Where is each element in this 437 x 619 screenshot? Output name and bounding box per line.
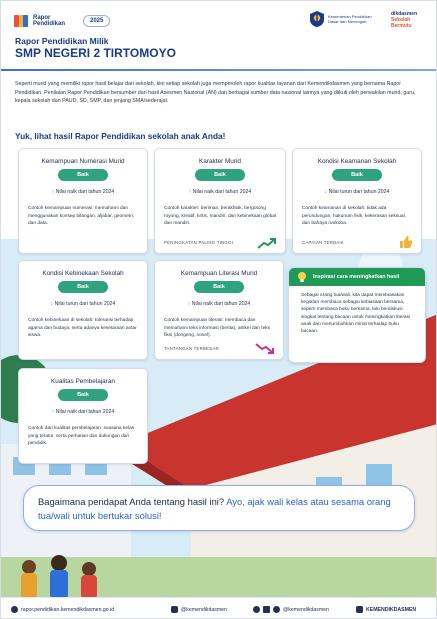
facebook-icon [253, 606, 260, 613]
card-title: Kondisi Keamanan Sekolah [317, 158, 397, 165]
status-badge: Baik [194, 281, 244, 293]
card-title: Kemampuan Numerasi Murid [41, 158, 125, 165]
feedback-question: Bagaimana pendapat Anda tentang hasil ini? [38, 496, 225, 507]
trend-up-icon: ↑ [187, 301, 191, 307]
card-description: Contoh kemampuan literasi: membaca dan memahami teks informasi (berita), artikel dan teks fiksi (dongeng, novel). [164, 318, 271, 339]
trend-text: ↑ Nilai naik dari tahun 2024 [188, 189, 252, 195]
feedback-banner [23, 485, 415, 531]
footer-instagram[interactable]: @kemendikdasmen [171, 606, 227, 613]
feedback-call-to-action: Ayo, ajak wali kelas atau sesama orang tua/wali untuk bertukar solusi! [38, 496, 391, 521]
brand-name: Rapor Pendidikan [33, 15, 66, 27]
card-keamanan [292, 148, 422, 254]
trend-up-icon: ↑ [51, 189, 55, 195]
youtube-icon [356, 606, 363, 613]
card-description: Contoh kebinekaan di sekolah: toleransi terhadap agama dan budaya, serta adanya kesetaraan antar siswa. [28, 318, 137, 339]
status-badge: Baik [58, 169, 108, 181]
trend-text: ↑ Nilai naik dari tahun 2024 [187, 301, 251, 307]
card-tag: PENINGKATAN PALING TINGGI [164, 240, 234, 245]
tagline-line-1: dikdasmen [391, 11, 418, 17]
school-name: SMP NEGERI 2 TIRTOMOYO [15, 46, 176, 60]
trend-down-graph-icon [255, 343, 275, 355]
header [13, 9, 427, 33]
card-title: Kondisi Kebinekaan Sekolah [42, 270, 124, 277]
card-title: Kualitas Pembelajaran [51, 378, 115, 385]
insight-body: Sebagai orang tua/wali, kita dapat membiasakan kegiatan membaca sebagai kebiasaan bersama, seperti membaca buku bersama, lalu berdiskusi singkat tentang bacaan untuk meningkatkan literasi anak dan menumbuhkan minat terhadap buku bacaan. [301, 293, 411, 335]
card-description: Contoh kemampuan numerasi: memahami dan menggunakan konsep bilangan, aljabar, geometri, dan data. [28, 206, 135, 227]
lightbulb-icon [296, 271, 308, 283]
status-badge: Baik [195, 169, 245, 181]
trend-text: ↑ Nilai naik dari tahun 2024 [51, 409, 115, 415]
tiktok-icon [273, 606, 280, 613]
brand [13, 13, 110, 29]
card-description: Contoh keamanan di sekolah: tidak ada perundungan, hukuman fisik, kekerasan seksual, dan bahaya narkoba. [302, 206, 406, 227]
card-description: Contoh dari kualitas pembelajaran: suasana kelas yang teratur, serta perhatian dan dukungan dari pendidik. [28, 426, 135, 447]
insight-title: Inspirasi cara meningkatkan hasil [289, 268, 425, 286]
card-pembelajaran [18, 368, 148, 464]
card-numerasi [18, 148, 148, 254]
status-badge: Baik [58, 389, 108, 401]
thumbs-up-icon [399, 235, 413, 249]
footer-youtube[interactable]: KEMENDIKDASMEN [356, 606, 416, 613]
intro-paragraph: Seperti murid yang memiliki rapor hasil belajar dari sekolah, kini setiap sekolah juga memperoleh rapor kualitas layanan dari Kemendikdasmen yang bernama Rapor Pendidikan. Penilaian Rapor Pendidikan bersumber dari hasil Asesmen Nasional (AN) dan berbagai sumber data nasional lainnya yang diikuti oleh perwakilan murid, guru, kepala sekolah dan PAUD, SD, SMP, dan jenjang SMA/sederajat. [15, 81, 416, 104]
year-badge: 2025 [83, 15, 110, 27]
trend-up-icon: ↑ [51, 409, 55, 415]
divider [1, 69, 437, 71]
card-kebinekaan [18, 260, 148, 360]
card-title: Kemampuan Literasi Murid [180, 270, 258, 277]
status-badge: Baik [58, 281, 108, 293]
card-tag: CAPAIAN TERBAIK [302, 240, 344, 245]
trend-up-graph-icon [257, 237, 277, 249]
card-literasi [154, 260, 284, 360]
trend-down-icon: ↓ [324, 189, 328, 195]
trend-text: ↓ Nilai turun dari tahun 2024 [50, 301, 116, 307]
globe-icon [11, 606, 18, 613]
card-title: Karakter Murid [199, 158, 241, 165]
instagram-icon [171, 606, 178, 613]
trend-text: ↓ Nilai turun dari tahun 2024 [324, 189, 390, 195]
rapor-logo-icon [13, 13, 29, 29]
card-karakter [154, 148, 286, 254]
footer-socials[interactable]: @kemendikdasmen [253, 606, 329, 613]
card-description: Contoh karakter: beriman, berakhlak, bergotong royong, kreatif, kritis, mandiri, dan kebinekaan global dan mandiri. [164, 206, 276, 227]
trend-down-icon: ↓ [50, 301, 54, 307]
trend-text: ↑ Nilai naik dari tahun 2024 [51, 189, 115, 195]
insight-panel [288, 267, 426, 363]
tagline-line-2: Sekolah Bermutu [391, 17, 412, 29]
page-subtitle: Rapor Pendidikan Milik [15, 36, 109, 46]
card-tag: TANTANGAN TERBESAR [164, 346, 219, 351]
status-badge: Baik [332, 169, 382, 181]
tagline-logo [391, 11, 431, 29]
ministry-logo [309, 10, 372, 28]
section-title: Yuk, lihat hasil Rapor Pendidikan sekolah anak Anda! [15, 131, 226, 141]
ministry-name: Kementerian Pendidikan Dasar dan Menengah [328, 14, 372, 24]
x-icon [263, 606, 270, 613]
footer [1, 597, 437, 619]
ministry-seal-icon [309, 10, 325, 28]
footer-website[interactable]: rapor.pendidikan.kemendikdasmen.go.id [11, 606, 114, 613]
trend-up-icon: ↑ [188, 189, 192, 195]
